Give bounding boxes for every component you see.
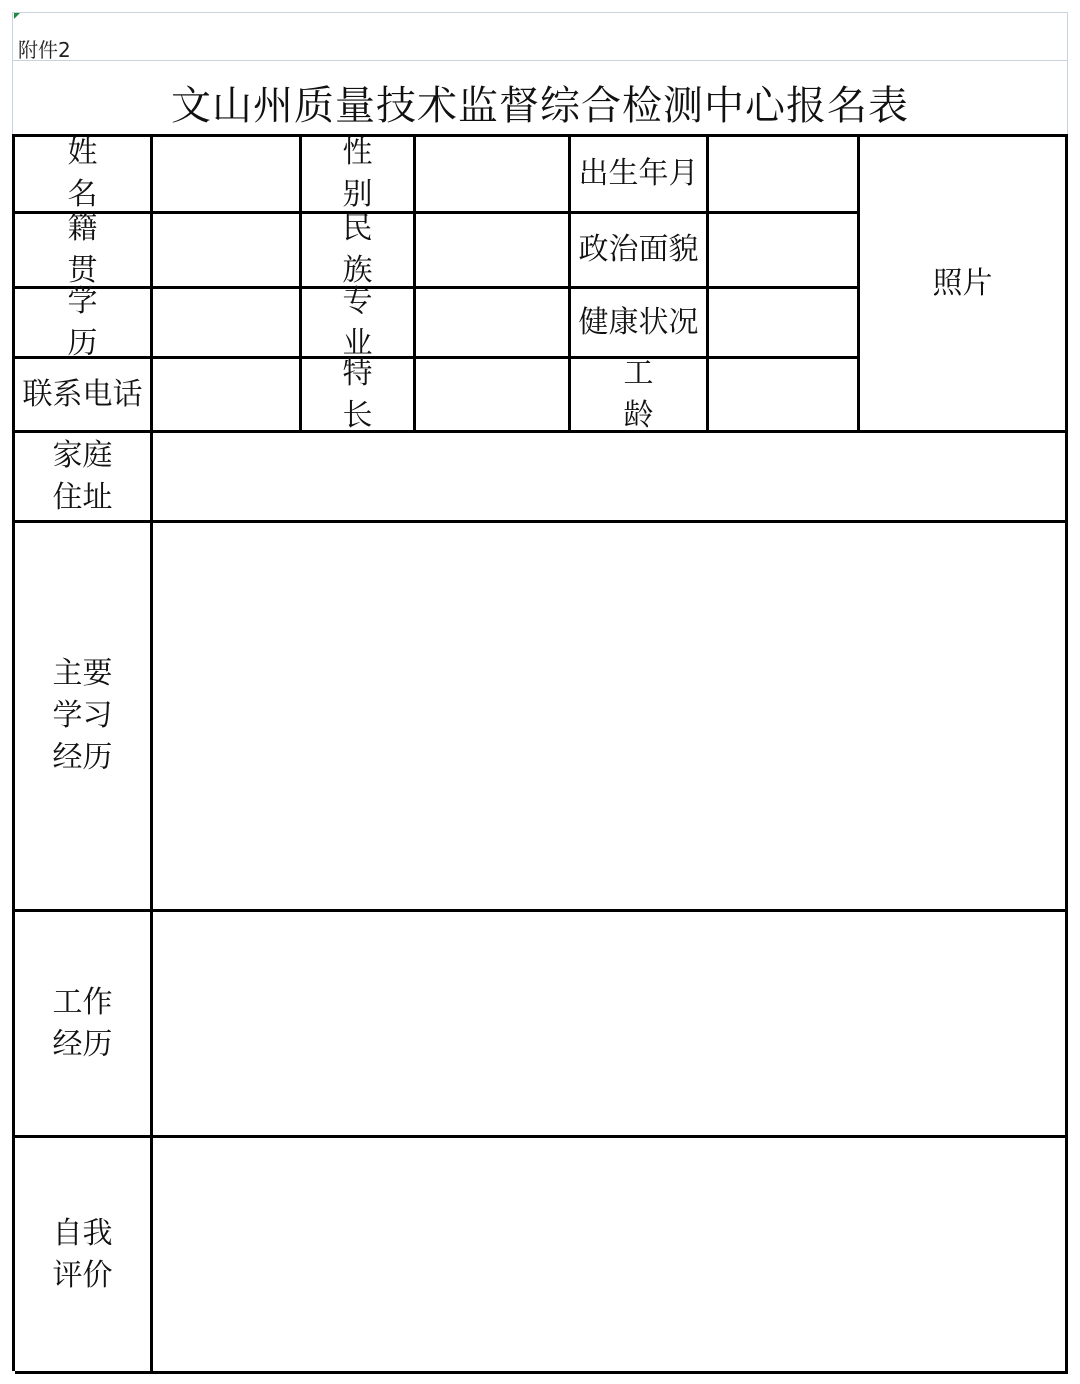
label-native-place: 籍 贯 xyxy=(15,214,153,289)
label-work-years: 工 龄 xyxy=(571,359,709,433)
field-work-history[interactable] xyxy=(153,912,1068,1138)
field-birth[interactable] xyxy=(709,137,860,214)
label-education: 学 历 xyxy=(15,289,153,359)
label-health: 健康状况 xyxy=(571,289,709,359)
field-ethnicity[interactable] xyxy=(416,214,571,289)
field-study-history[interactable] xyxy=(153,523,1068,912)
label-work-history: 工作 经历 xyxy=(15,912,153,1138)
field-major[interactable] xyxy=(416,289,571,359)
label-specialty: 特 长 xyxy=(302,359,416,433)
spreadsheet-row-divider xyxy=(12,60,1068,61)
field-name[interactable] xyxy=(153,137,302,214)
label-ethnicity: 民 族 xyxy=(302,214,416,289)
label-study-history: 主要 学习 经历 xyxy=(15,523,153,912)
field-specialty[interactable] xyxy=(416,359,571,433)
label-photo: 照片 xyxy=(932,265,993,301)
field-political-status[interactable] xyxy=(709,214,860,289)
attachment-label: 附件2 xyxy=(18,38,71,62)
field-home-address[interactable] xyxy=(153,433,1068,523)
label-political-status: 政治面貌 xyxy=(571,214,709,289)
label-gender: 性 别 xyxy=(302,137,416,214)
label-name: 姓 名 xyxy=(15,137,153,214)
label-self-evaluation: 自我 评价 xyxy=(15,1138,153,1374)
photo-box xyxy=(860,137,1068,433)
label-birth: 出生年月 xyxy=(571,137,709,214)
cell-comment-marker-icon xyxy=(14,13,20,19)
label-phone: 联系电话 xyxy=(15,359,153,433)
label-major: 专 业 xyxy=(302,289,416,359)
registration-form-table xyxy=(12,134,1068,1371)
field-work-years[interactable] xyxy=(709,359,860,433)
field-native-place[interactable] xyxy=(153,214,302,289)
field-health[interactable] xyxy=(709,289,860,359)
form-title: 文山州质量技术监督综合检测中心报名表 xyxy=(171,83,909,129)
field-self-evaluation[interactable] xyxy=(153,1138,1068,1374)
field-education[interactable] xyxy=(153,289,302,359)
field-gender[interactable] xyxy=(416,137,571,214)
label-home-address: 家庭 住址 xyxy=(15,433,153,523)
field-phone[interactable] xyxy=(153,359,302,433)
